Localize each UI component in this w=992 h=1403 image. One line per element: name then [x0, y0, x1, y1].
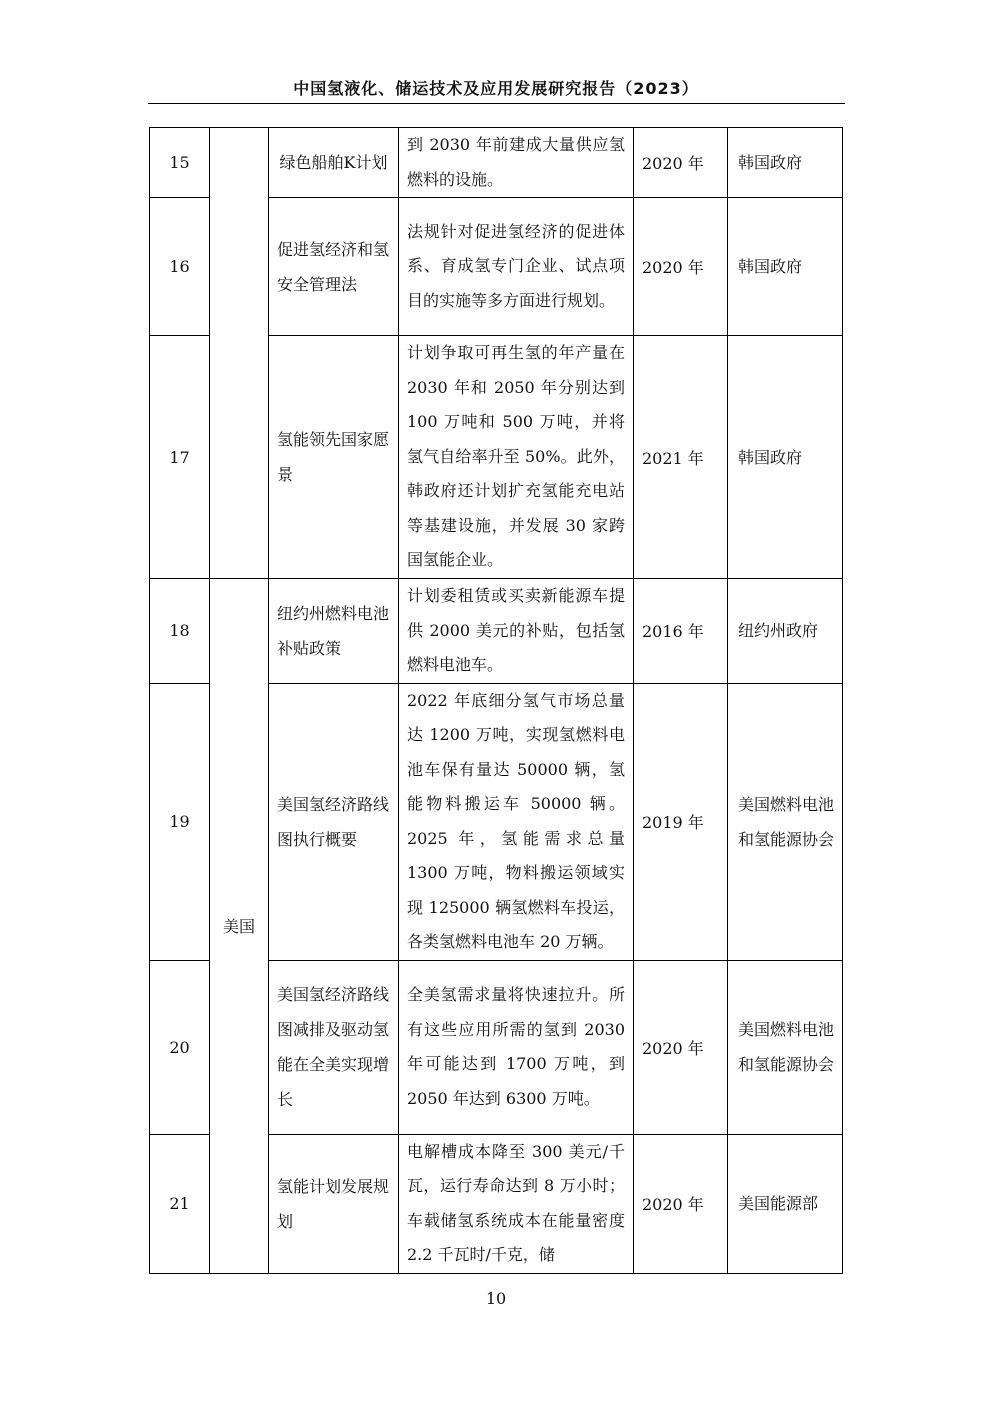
policy-department: 美国燃料电池和氢能源协会 — [728, 683, 843, 960]
page-number: 10 — [485, 1289, 507, 1308]
table-row — [150, 579, 843, 684]
policy-content: 到 2030 年前建成大量供应氢燃料的设施。 — [399, 128, 634, 198]
policy-name: 美国氢经济路线图减排及驱动氢能在全美实现增长 — [269, 960, 399, 1134]
policy-content: 电解槽成本降至 300 美元/千瓦，运行寿命达到 8 万小时；车载储氢系统成本在能量密度 2.2 千瓦时/千克，储 — [399, 1134, 634, 1273]
policy-department: 韩国政府 — [728, 336, 843, 579]
policy-name: 促进氢经济和氢安全管理法 — [269, 198, 399, 336]
policy-year: 2020 年 — [634, 960, 728, 1134]
country-cell-korea-continued — [210, 128, 269, 579]
policy-content: 法规针对促进氢经济的促进体系、育成氢专门企业、试点项目的实施等多方面进行规划。 — [399, 198, 634, 336]
row-number: 16 — [150, 198, 210, 336]
policy-year: 2020 年 — [634, 1134, 728, 1273]
row-number: 18 — [150, 579, 210, 684]
policy-year: 2019 年 — [634, 683, 728, 960]
policy-name: 美国氢经济路线图执行概要 — [269, 683, 399, 960]
policy-content: 计划争取可再生氢的年产量在 2030 年和 2050 年分别达到 100 万吨和 500 万吨，并将氢气自给率升至 50%。此外，韩政府还计划扩充氢能充电站等基建设施，并发展 30 家跨国氢能企业。 — [399, 336, 634, 579]
table-row — [150, 128, 843, 198]
row-number: 19 — [150, 683, 210, 960]
policy-department: 纽约州政府 — [728, 579, 843, 684]
policy-year: 2016 年 — [634, 579, 728, 684]
policy-name: 纽约州燃料电池补贴政策 — [269, 579, 399, 684]
policy-content: 计划委租赁或买卖新能源车提供 2000 美元的补贴，包括氢燃料电池车。 — [399, 579, 634, 684]
country-cell-usa: 美国 — [210, 579, 269, 1274]
policy-content: 2022 年底细分氢气市场总量达 1200 万吨，实现氢燃料电池车保有量达 50000 辆，氢能物料搬运车 50000 辆。2025 年，氢能需求总量 1300 万吨，物料搬运领域实现 125000 辆氢燃料车投运，各类氢燃料电池车 20 万辆。 — [399, 683, 634, 960]
policy-department: 韩国政府 — [728, 198, 843, 336]
row-number: 17 — [150, 336, 210, 579]
policy-department: 韩国政府 — [728, 128, 843, 198]
policy-name: 氢能领先国家愿景 — [269, 336, 399, 579]
policy-content: 全美氢需求量将快速拉升。所有这些应用所需的氢到 2030 年可能达到 1700 万吨，到 2050 年达到 6300 万吨。 — [399, 960, 634, 1134]
policy-year: 2020 年 — [634, 128, 728, 198]
header-rule — [148, 103, 845, 104]
policy-department: 美国燃料电池和氢能源协会 — [728, 960, 843, 1134]
policy-name: 氢能计划发展规划 — [269, 1134, 399, 1273]
policy-name: 绿色船舶K计划 — [269, 128, 399, 198]
page-header-title: 中国氢液化、储运技术及应用发展研究报告（2023） — [293, 79, 699, 98]
policy-year: 2021 年 — [634, 336, 728, 579]
policy-department: 美国能源部 — [728, 1134, 843, 1273]
policy-table — [149, 127, 843, 1274]
row-number: 15 — [150, 128, 210, 198]
row-number: 20 — [150, 960, 210, 1134]
policy-year: 2020 年 — [634, 198, 728, 336]
row-number: 21 — [150, 1134, 210, 1273]
